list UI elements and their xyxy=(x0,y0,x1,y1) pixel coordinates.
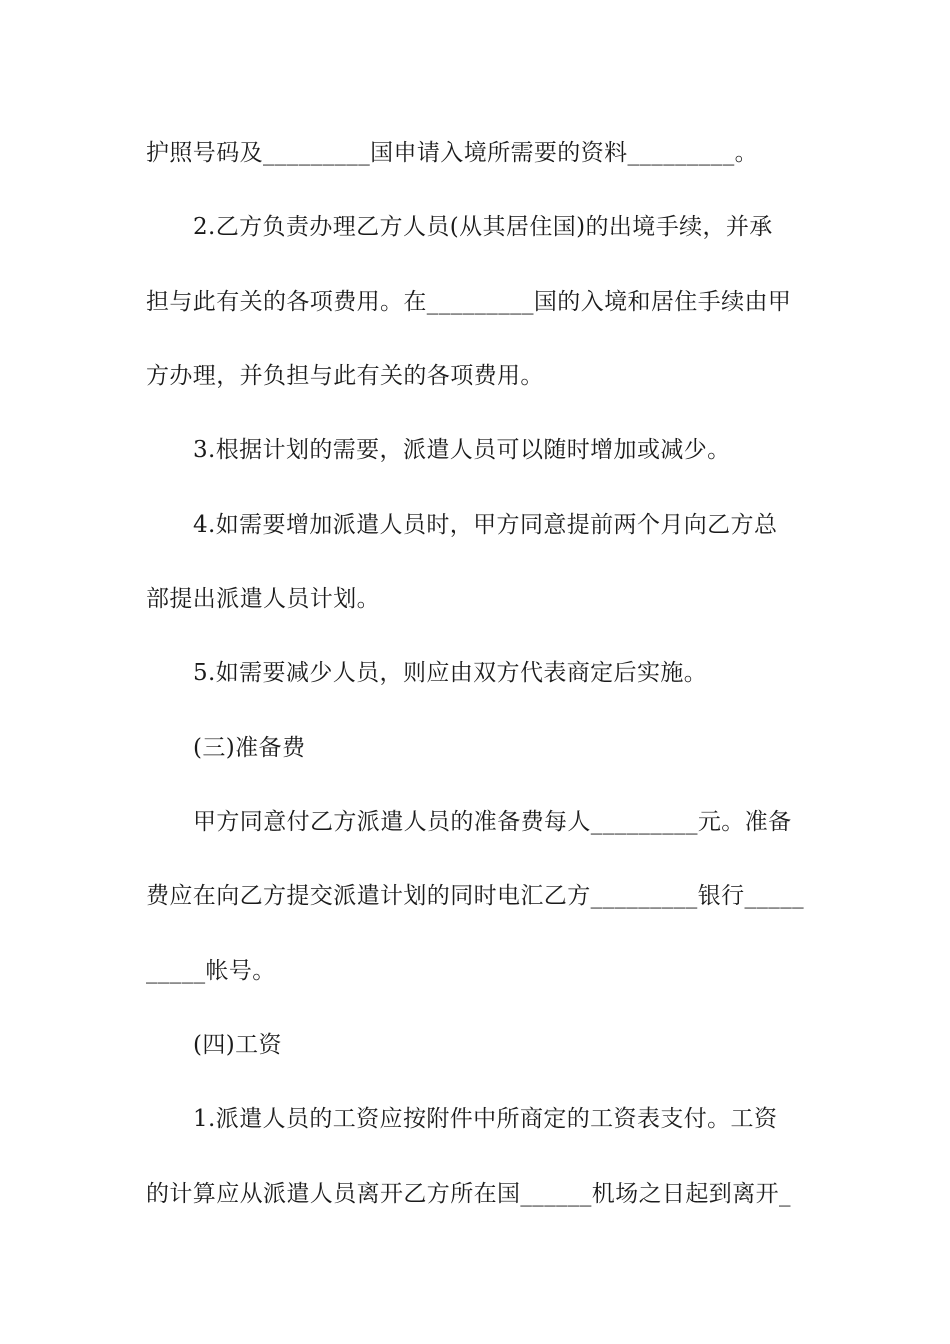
section-heading: (三)准备费 xyxy=(193,735,306,761)
paragraph-line: 5.如需要减少人员，则应由双方代表商定后实施。 xyxy=(193,660,708,686)
paragraph-line: 1.派遣人员的工资应按附件中所商定的工资表支付。工资 xyxy=(193,1106,778,1132)
paragraph-line: _____帐号。 xyxy=(146,958,276,984)
paragraph-line: 费应在向乙方提交派遣计划的同时电汇乙方_________银行_____ xyxy=(146,883,804,909)
paragraph-line: 甲方同意付乙方派遣人员的准备费每人_________元。准备 xyxy=(193,809,792,835)
paragraph-line: 护照号码及_________国申请入境所需要的资料_________。 xyxy=(146,140,758,166)
section-heading: (四)工资 xyxy=(193,1032,282,1058)
paragraph-line: 担与此有关的各项费用。在_________国的入境和居住手续由甲 xyxy=(146,289,792,315)
paragraph-line: 方办理，并负担与此有关的各项费用。 xyxy=(146,363,544,389)
paragraph-line: 3.根据计划的需要，派遣人员可以随时增加或减少。 xyxy=(193,437,731,463)
paragraph-line: 的计算应从派遣人员离开乙方所在国______机场之日起到离开_ xyxy=(146,1181,791,1207)
paragraph-line: 部提出派遣人员计划。 xyxy=(146,586,380,612)
paragraph-line: 4.如需要增加派遣人员时，甲方同意提前两个月向乙方总 xyxy=(193,512,778,538)
paragraph-line: 2.乙方负责办理乙方人员(从其居住国)的出境手续，并承 xyxy=(193,214,773,240)
